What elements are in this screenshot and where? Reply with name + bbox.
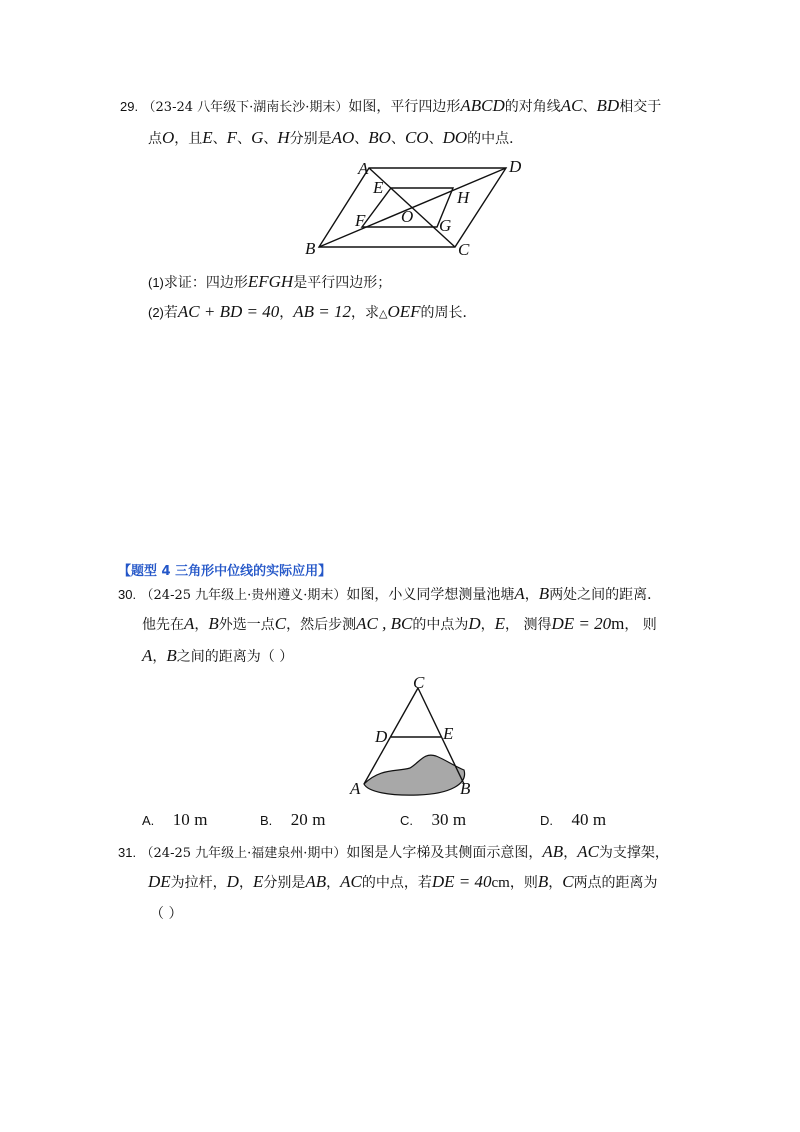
math-co: CO <box>404 128 429 147</box>
question-text: ，则 <box>509 875 538 891</box>
question-source: （24-25 九年级上·福建泉州·期中） <box>140 846 347 861</box>
q31-line3 <box>150 904 182 924</box>
math-ab: AB <box>305 872 327 891</box>
question-text: ，然后步测 <box>286 617 357 633</box>
unit: m <box>312 810 326 829</box>
option-value: 40 <box>571 810 589 829</box>
label-o: O <box>401 207 414 226</box>
math-efgh: EFGH <box>247 272 294 291</box>
triangle-symbol: △ <box>378 307 388 320</box>
q29-line2: 点O，且E、F、G、H分别是AO、BO、CO、DO的中点． <box>148 128 524 147</box>
math-c: C <box>562 872 574 891</box>
separator: ， <box>326 875 341 891</box>
math-equation: DE = 40 <box>431 872 492 891</box>
question-text: 为支撑架， <box>598 845 669 861</box>
unit: m <box>611 614 625 633</box>
question-text: ，且 <box>174 131 203 147</box>
question-text: 两处之间的距离． <box>549 587 662 603</box>
question-text: 如图，平行四边形 <box>348 99 461 115</box>
option-value: 30 <box>431 810 449 829</box>
pond-shape <box>364 755 465 795</box>
math-abcd: ABCD <box>460 96 505 115</box>
question-text: ， 测得 <box>505 617 552 633</box>
math-a: A <box>184 614 195 633</box>
question-number: 31. <box>118 845 137 860</box>
math-d: D <box>226 872 239 891</box>
option-letter: A. <box>142 813 155 828</box>
separator: ， <box>152 649 167 665</box>
question-text: 他先在 <box>142 617 184 633</box>
q29-part2 <box>148 302 476 324</box>
label-e: E <box>373 178 384 197</box>
question-text: 是平行四边形； <box>293 275 392 291</box>
math-o: O <box>162 128 175 147</box>
separator: 、 <box>582 99 597 115</box>
part-number: (2) <box>148 305 164 320</box>
separator: ， <box>524 587 539 603</box>
question-text: ， 则 <box>624 617 657 633</box>
label-b: B <box>460 779 471 798</box>
label-c: C <box>458 240 470 259</box>
q29-part1 <box>148 272 391 293</box>
separator: ， <box>238 875 253 891</box>
q31-line2 <box>148 872 658 893</box>
math-ac: AC <box>577 842 599 861</box>
q30-line1 <box>118 584 661 606</box>
math-ao: AO <box>331 128 355 147</box>
question-source: （24-25 九年级上·贵州遵义·期末） <box>140 588 347 603</box>
unit: m <box>452 810 467 829</box>
math-f: F <box>226 128 238 147</box>
unit: m <box>592 810 607 829</box>
label-a: A <box>358 159 369 178</box>
question-number: 29. <box>120 99 139 114</box>
question-text: 如图是人字梯及其侧面示意图， <box>346 845 543 861</box>
math-ac-bc: AC , BC <box>356 614 413 633</box>
option-letter: D. <box>540 813 553 828</box>
part-number: (1) <box>148 275 164 290</box>
math-ac: AC <box>340 872 362 891</box>
question-text: 如图，小义同学想测量池塘 <box>346 587 515 603</box>
math-ab: AB <box>542 842 564 861</box>
math-b: B <box>538 584 550 603</box>
q29-parallelogram-figure <box>300 152 530 264</box>
math-b: B <box>166 646 177 665</box>
option-letter: C. <box>400 813 413 828</box>
question-text: 的中点，若 <box>361 875 432 891</box>
question-text: 分别是 <box>263 875 306 891</box>
q29-line1 <box>120 96 661 118</box>
math-oef: OEF <box>387 302 421 321</box>
math-bd: BD <box>596 96 620 115</box>
math-c: C <box>274 614 287 633</box>
math-de: DE <box>148 872 171 891</box>
option-value: 20 <box>290 810 308 829</box>
math-b: B <box>208 614 219 633</box>
question-text: 求证：四边形 <box>163 275 248 291</box>
q30-line2 <box>142 614 657 635</box>
question-text: 的周长． <box>420 305 477 321</box>
label-d: D <box>375 727 388 746</box>
math-do: DO <box>442 128 468 147</box>
question-text: 为拉杆， <box>170 875 227 891</box>
question-text: 外选一点 <box>218 617 275 633</box>
math-ac: AC <box>560 96 583 115</box>
q30-pond-figure <box>340 672 480 802</box>
separator: ， <box>480 617 495 633</box>
question-text: 分别是 <box>289 131 332 147</box>
question-text: 两点的距离为 <box>573 875 658 891</box>
option-a[interactable] <box>142 810 207 831</box>
question-text: 的中点． <box>467 131 524 147</box>
question-text: 之间的距离为（ ） <box>176 649 294 665</box>
label-d: D <box>509 157 522 176</box>
unit: cm <box>491 875 510 891</box>
option-letter: B. <box>260 813 273 828</box>
math-equation: DE = 20 <box>551 614 612 633</box>
math-e: E <box>494 614 505 633</box>
question-number: 30. <box>118 587 137 602</box>
label-f: F <box>355 211 366 230</box>
separator: ， <box>563 845 578 861</box>
question-text: 的对角线 <box>504 99 561 115</box>
question-source: （23-24 八年级下·湖南长沙·期末） <box>142 100 349 115</box>
math-equation: AC + BD = 40 <box>177 302 280 321</box>
separator: ， <box>279 305 294 321</box>
math-bo: BO <box>368 128 391 147</box>
q30-line3 <box>142 646 293 667</box>
question-text: 的中点为 <box>412 617 469 633</box>
label-a: A <box>350 779 361 798</box>
question-text: 若 <box>163 305 178 321</box>
option-d[interactable] <box>540 810 606 831</box>
section-heading: 【题型 4 三角形中位线的实际应用】 <box>118 564 332 579</box>
math-b: B <box>537 872 549 891</box>
separator: ， <box>548 875 563 891</box>
option-value: 10 <box>172 810 190 829</box>
label-b: B <box>305 239 316 258</box>
math-d: D <box>468 614 481 633</box>
math-a: A <box>142 646 153 665</box>
question-text: 点 <box>148 131 162 147</box>
label-c: C <box>413 673 425 692</box>
unit: m <box>194 810 208 829</box>
math-h: H <box>277 128 290 147</box>
question-text: ，求 <box>350 305 379 321</box>
math-g: G <box>251 128 264 147</box>
label-h: H <box>457 188 470 207</box>
q31-line1 <box>118 842 669 864</box>
math-e: E <box>202 128 213 147</box>
option-c[interactable] <box>400 810 466 831</box>
math-equation: AB = 12 <box>293 302 351 321</box>
math-a: A <box>514 584 525 603</box>
option-b[interactable] <box>260 810 325 831</box>
math-e: E <box>252 872 264 891</box>
question-text: 相交于 <box>619 99 662 115</box>
separator: ， <box>194 617 209 633</box>
answer-bracket: （ ） <box>150 906 183 922</box>
label-g: G <box>439 216 452 235</box>
label-e: E <box>443 724 454 743</box>
